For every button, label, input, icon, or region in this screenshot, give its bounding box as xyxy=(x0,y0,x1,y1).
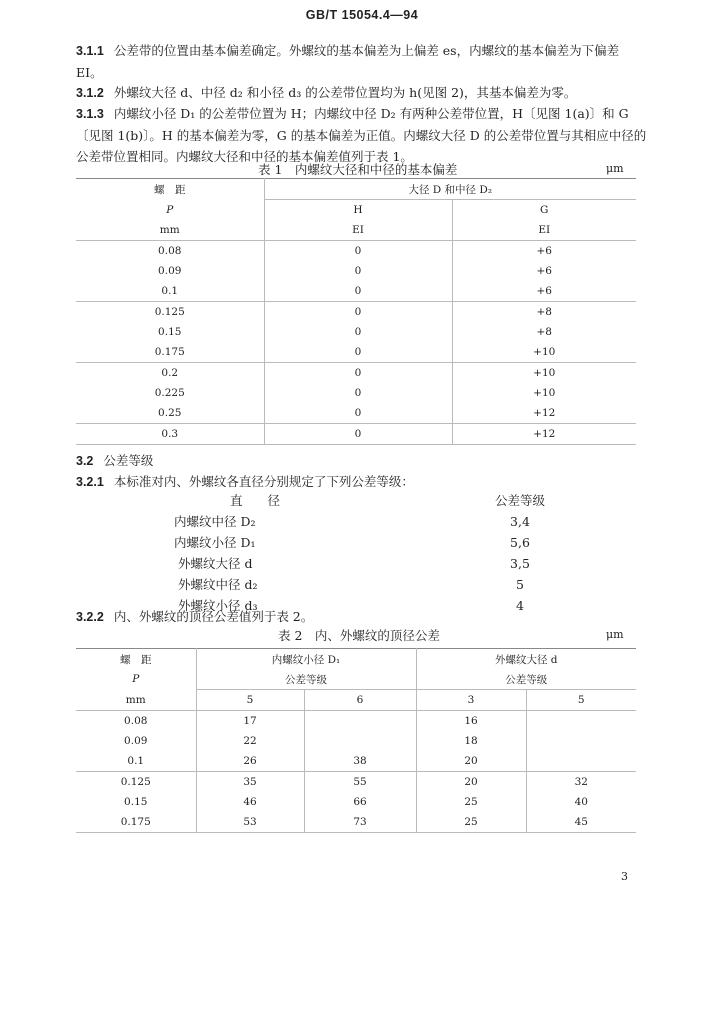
table2-caption: 表 2 内、外螺纹的顶径公差 xyxy=(278,628,440,643)
cell-value: 32 xyxy=(574,776,588,788)
cell-H: 0 xyxy=(264,302,452,323)
cell-value: 46 xyxy=(196,792,304,812)
header-grade-5: 5 xyxy=(196,690,304,711)
table2 xyxy=(76,648,636,833)
cell-G: +12 xyxy=(533,407,556,419)
grade-list-header-grade: 公差等级 xyxy=(494,493,545,508)
list-item xyxy=(0,574,724,595)
header-EI-H: EI xyxy=(264,220,452,241)
cell-pitch: 0.25 xyxy=(76,403,264,424)
cell-H: 0 xyxy=(264,281,452,302)
grade-diameter: 外螺纹中径 d₂ xyxy=(178,577,258,592)
cell-value: 16 xyxy=(416,711,526,732)
cell-value: 20 xyxy=(416,772,526,793)
cell-pitch: 0.175 xyxy=(76,342,264,363)
table-row xyxy=(76,363,636,384)
grade-value: 5,6 xyxy=(510,535,530,550)
grade-list-header-diameter: 直 径 xyxy=(229,493,280,508)
header-outer-grade: 公差等级 xyxy=(416,669,636,690)
grade-diameter: 外螺纹大径 d xyxy=(178,556,253,571)
table1-unit: μm xyxy=(606,162,624,175)
cell-H: 0 xyxy=(264,322,452,342)
cell-pitch: 0.225 xyxy=(76,383,264,403)
cell-pitch: 0.1 xyxy=(76,751,196,772)
cell-value: 53 xyxy=(196,812,304,833)
table-row xyxy=(76,241,636,262)
list-item xyxy=(0,532,724,553)
cell-G: +10 xyxy=(533,387,556,399)
clause-number: 3.2.2 xyxy=(76,610,104,624)
cell-value: 26 xyxy=(196,751,304,772)
clause-number: 3.1.1 xyxy=(76,44,104,58)
header-outer-dia: 外螺纹大径 d xyxy=(494,653,558,666)
cell-pitch: 0.125 xyxy=(76,302,264,323)
header-EI-G: EI xyxy=(538,224,551,236)
cell-value: 22 xyxy=(196,731,304,751)
cell-pitch: 0.08 xyxy=(76,711,196,732)
header-grade-6: 6 xyxy=(304,690,416,711)
cell-value: 45 xyxy=(574,816,588,828)
grade-list xyxy=(0,490,724,616)
cell-G: +6 xyxy=(536,285,552,297)
clause-3-1-2 xyxy=(76,82,648,104)
cell-value: 35 xyxy=(196,772,304,793)
cell-value xyxy=(526,751,636,772)
cell-H: 0 xyxy=(264,363,452,384)
header-pitch-symbol: P xyxy=(76,200,264,221)
clause-text: 公差等级 xyxy=(103,453,154,468)
cell-G: +10 xyxy=(533,346,556,358)
cell-H: 0 xyxy=(264,403,452,424)
header-H: H xyxy=(264,200,452,221)
cell-value: 25 xyxy=(416,812,526,833)
cell-G: +10 xyxy=(533,367,556,379)
cell-pitch: 0.3 xyxy=(76,424,264,445)
cell-value xyxy=(526,731,636,751)
cell-value: 40 xyxy=(574,796,588,808)
clause-text: 内、外螺纹的顶径公差值列于表 2。 xyxy=(113,609,314,624)
cell-H: 0 xyxy=(264,342,452,363)
list-item xyxy=(0,511,724,532)
cell-G: +6 xyxy=(536,265,552,277)
table2-unit: μm xyxy=(606,628,624,641)
clause-text: 内螺纹小径 D₁ 的公差带位置为 H；内螺纹中径 D₂ 有两种公差带位置，H〔见图 1(a)〕和 G〔见图 1(b)〕。H 的基本偏差为零，G 的基本偏差为正值。内螺纹大径 D 的公差带位置与其相应中径的公差带位置相同。内螺纹大径和中径的基本偏差值列于表 1。 xyxy=(76,106,647,164)
cell-value: 20 xyxy=(416,751,526,772)
table-row xyxy=(76,731,636,751)
clause-text: 本标准对内、外螺纹各直径分别规定了下列公差等级： xyxy=(113,474,414,489)
cell-value: 18 xyxy=(416,731,526,751)
grade-value: 3,5 xyxy=(510,556,530,571)
cell-G: +6 xyxy=(536,245,552,257)
table-row xyxy=(76,322,636,342)
header-pitch: 螺 距 xyxy=(76,649,196,670)
clause-text: 外螺纹大径 d、中径 d₂ 和小径 d₃ 的公差带位置均为 h(见图 2)，其基本偏差为零。 xyxy=(113,85,577,100)
header-inner-dia: 内螺纹小径 D₁ xyxy=(196,649,416,670)
clause-3-2-2 xyxy=(76,606,648,628)
clause-text: 公差带的位置由基本偏差确定。外螺纹的基本偏差为上偏差 es，内螺纹的基本偏差为下偏差 EI。 xyxy=(76,43,620,80)
cell-H: 0 xyxy=(264,424,452,445)
grade-diameter: 内螺纹中径 D₂ xyxy=(174,514,256,529)
cell-H: 0 xyxy=(264,241,452,262)
clause-number: 3.2 xyxy=(76,454,94,468)
grade-diameter: 内螺纹小径 D₁ xyxy=(174,535,256,550)
header-G: G xyxy=(540,204,549,216)
cell-pitch: 0.175 xyxy=(76,812,196,833)
cell-pitch: 0.1 xyxy=(76,281,264,302)
table-row xyxy=(76,342,636,363)
table-row xyxy=(76,281,636,302)
header-pitch-unit: mm xyxy=(76,690,196,711)
table-row xyxy=(76,403,636,424)
cell-value xyxy=(304,731,416,751)
table-row xyxy=(76,792,636,812)
cell-value: 55 xyxy=(304,772,416,793)
grade-value: 5 xyxy=(516,577,524,592)
cell-value xyxy=(304,711,416,732)
grade-value: 4 xyxy=(516,598,524,613)
header-pitch-symbol: P xyxy=(76,669,196,690)
table1 xyxy=(76,178,636,445)
header-inner-grade: 公差等级 xyxy=(196,669,416,690)
table1-caption: 表 1 内螺纹大径和中径的基本偏差 xyxy=(258,162,458,177)
header-grade-3: 3 xyxy=(416,690,526,711)
table-row xyxy=(76,711,636,732)
header-group: 大径 D 和中径 D₂ xyxy=(264,179,636,200)
section-3-2 xyxy=(76,450,648,472)
table-row xyxy=(76,812,636,833)
cell-value: 25 xyxy=(416,792,526,812)
clause-number: 3.1.2 xyxy=(76,86,104,100)
grade-value: 3,4 xyxy=(510,514,530,529)
cell-value: 66 xyxy=(304,792,416,812)
cell-pitch: 0.15 xyxy=(76,792,196,812)
page-header: GB/T 15054.4—94 xyxy=(305,8,419,22)
cell-H: 0 xyxy=(264,383,452,403)
cell-G: +8 xyxy=(536,326,552,338)
cell-G: +12 xyxy=(533,428,556,440)
cell-pitch: 0.125 xyxy=(76,772,196,793)
cell-value: 38 xyxy=(304,751,416,772)
table-row xyxy=(76,383,636,403)
clause-number: 3.1.3 xyxy=(76,107,104,121)
cell-G: +8 xyxy=(536,306,552,318)
page-number: 3 xyxy=(621,870,628,883)
cell-pitch: 0.2 xyxy=(76,363,264,384)
table-row xyxy=(76,424,636,445)
header-pitch-unit: mm xyxy=(76,220,264,241)
cell-value: 73 xyxy=(304,812,416,833)
grade-diameter: 外螺纹小径 d₃ xyxy=(178,598,258,613)
table-row xyxy=(76,261,636,281)
cell-pitch: 0.15 xyxy=(76,322,264,342)
cell-pitch: 0.08 xyxy=(76,241,264,262)
cell-value xyxy=(526,711,636,732)
cell-pitch: 0.09 xyxy=(76,731,196,751)
cell-H: 0 xyxy=(264,261,452,281)
table-row xyxy=(76,772,636,793)
table-row xyxy=(76,302,636,323)
cell-value: 17 xyxy=(196,711,304,732)
cell-pitch: 0.09 xyxy=(76,261,264,281)
header-pitch: 螺 距 xyxy=(76,179,264,200)
clause-3-1-3 xyxy=(76,103,648,167)
clause-number: 3.2.1 xyxy=(76,475,104,489)
list-item xyxy=(0,553,724,574)
table-row xyxy=(76,751,636,772)
header-grade-5b: 5 xyxy=(577,694,585,706)
clause-3-1-1 xyxy=(76,40,648,83)
